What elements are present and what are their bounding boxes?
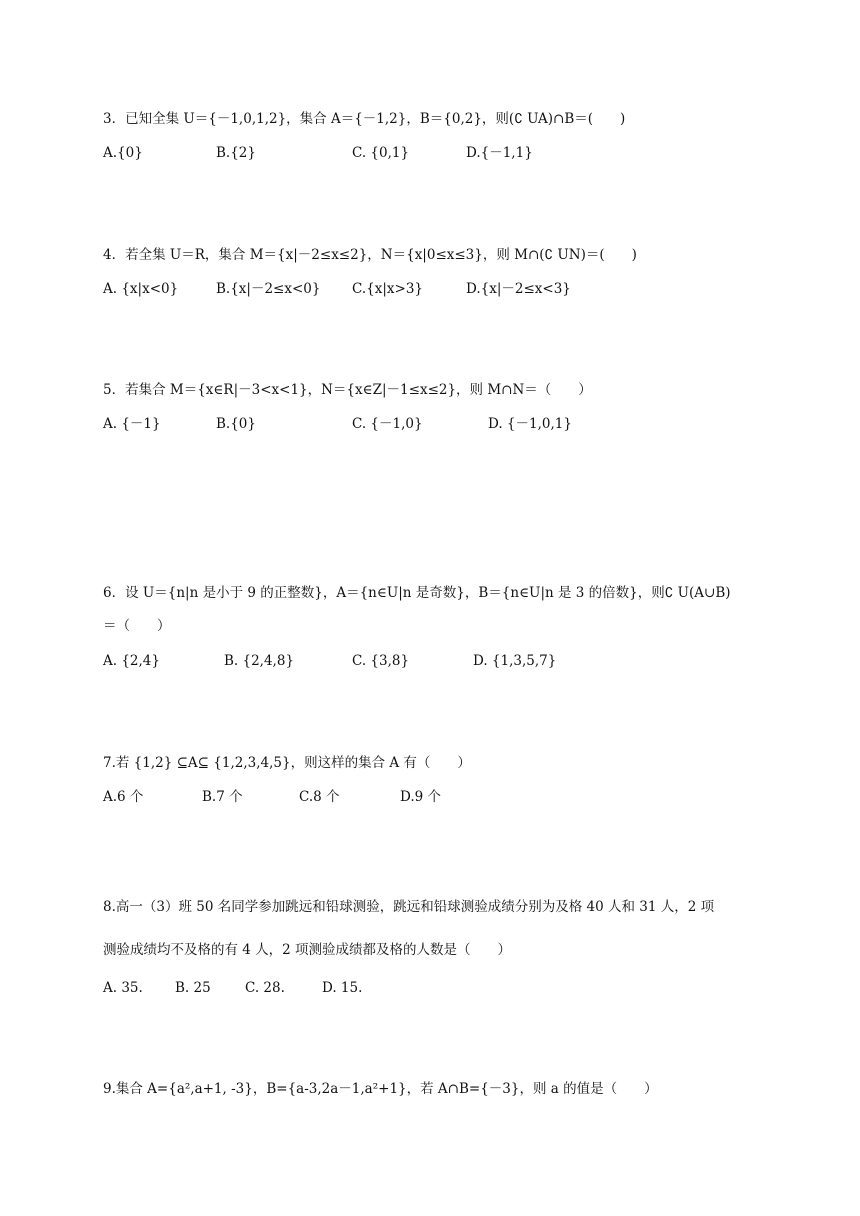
question-7-option-c: C.8 个 [299,789,340,805]
question-3-option-d: D.{－1,1} [466,145,533,161]
question-8-stem-continued: 测验成绩均不及格的有 4 人，2 项测验成绩都及格的人数是（ ） [103,942,512,958]
question-3-option-c: C. {0,1} [352,145,410,161]
question-4-option-c: C.{x|x>3} [352,281,423,297]
question-5-option-b: B.{0} [216,416,256,432]
question-6-option-c: C. {3,8} [352,653,410,669]
question-4-option-b: B.{x|－2≤x<0} [216,281,321,297]
question-8-stem: 8.高一（3）班 50 名同学参加跳远和铅球测验，跳远和铅球测验成绩分别为及格 40 人和 31 人，2 项 [103,899,715,915]
question-6-option-b: B. {2,4,8} [224,653,295,669]
question-8-option-a: A. 35. [103,980,143,996]
question-5-stem: 5．若集合 M＝{x∈R|－3<x<1}，N＝{x∈Z|－1≤x≤2}，则 M∩N＝（ ） [103,382,592,398]
question-7-option-b: B.7 个 [202,789,243,805]
question-6-option-a: A. {2,4} [103,653,160,669]
question-7-option-d: D.9 个 [400,789,442,805]
question-3-option-b: B.{2} [216,145,256,161]
question-4-option-a: A. {x|x<0} [103,281,179,297]
question-6-option-d: D. {1,3,5,7} [473,653,557,669]
question-5-option-a: A. {－1} [103,416,161,432]
question-8-option-c: C. 28. [245,980,285,996]
question-4-option-d: D.{x|－2≤x<3} [466,281,571,297]
question-5-option-c: C. {－1,0} [352,416,423,432]
question-3-stem: 3．已知全集 U＝{－1,0,1,2}，集合 A＝{－1,2}，B＝{0,2}，则(∁ UA)∩B＝( ) [103,111,626,127]
question-8-option-d: D. 15. [322,980,363,996]
question-5-option-d: D. {－1,0,1} [488,416,572,432]
question-4-stem: 4．若全集 U＝R，集合 M＝{x|－2≤x≤2}，N＝{x|0≤x≤3}，则 M∩(∁ UN)＝( ) [103,247,637,263]
question-6-stem: 6．设 U＝{n|n 是小于 9 的正整数}，A＝{n∈U|n 是奇数}，B＝{n∈U|n 是 3 的倍数}，则∁ U(A∪B) [103,585,731,601]
question-7-option-a: A.6 个 [103,789,144,805]
question-6-stem-continued: ＝（ ） [103,618,171,634]
question-3-option-a: A.{0} [103,145,143,161]
question-8-option-b: B. 25 [175,980,211,996]
question-9-stem: 9.集合 A={a²,a+1, -3}，B={a-3,2a－1,a²+1}，若 A∩B={－3}，则 a 的值是（ ） [103,1081,658,1097]
question-7-stem: 7.若 {1,2} ⊆A⊆ {1,2,3,4,5}，则这样的集合 A 有（ ） [103,755,471,771]
